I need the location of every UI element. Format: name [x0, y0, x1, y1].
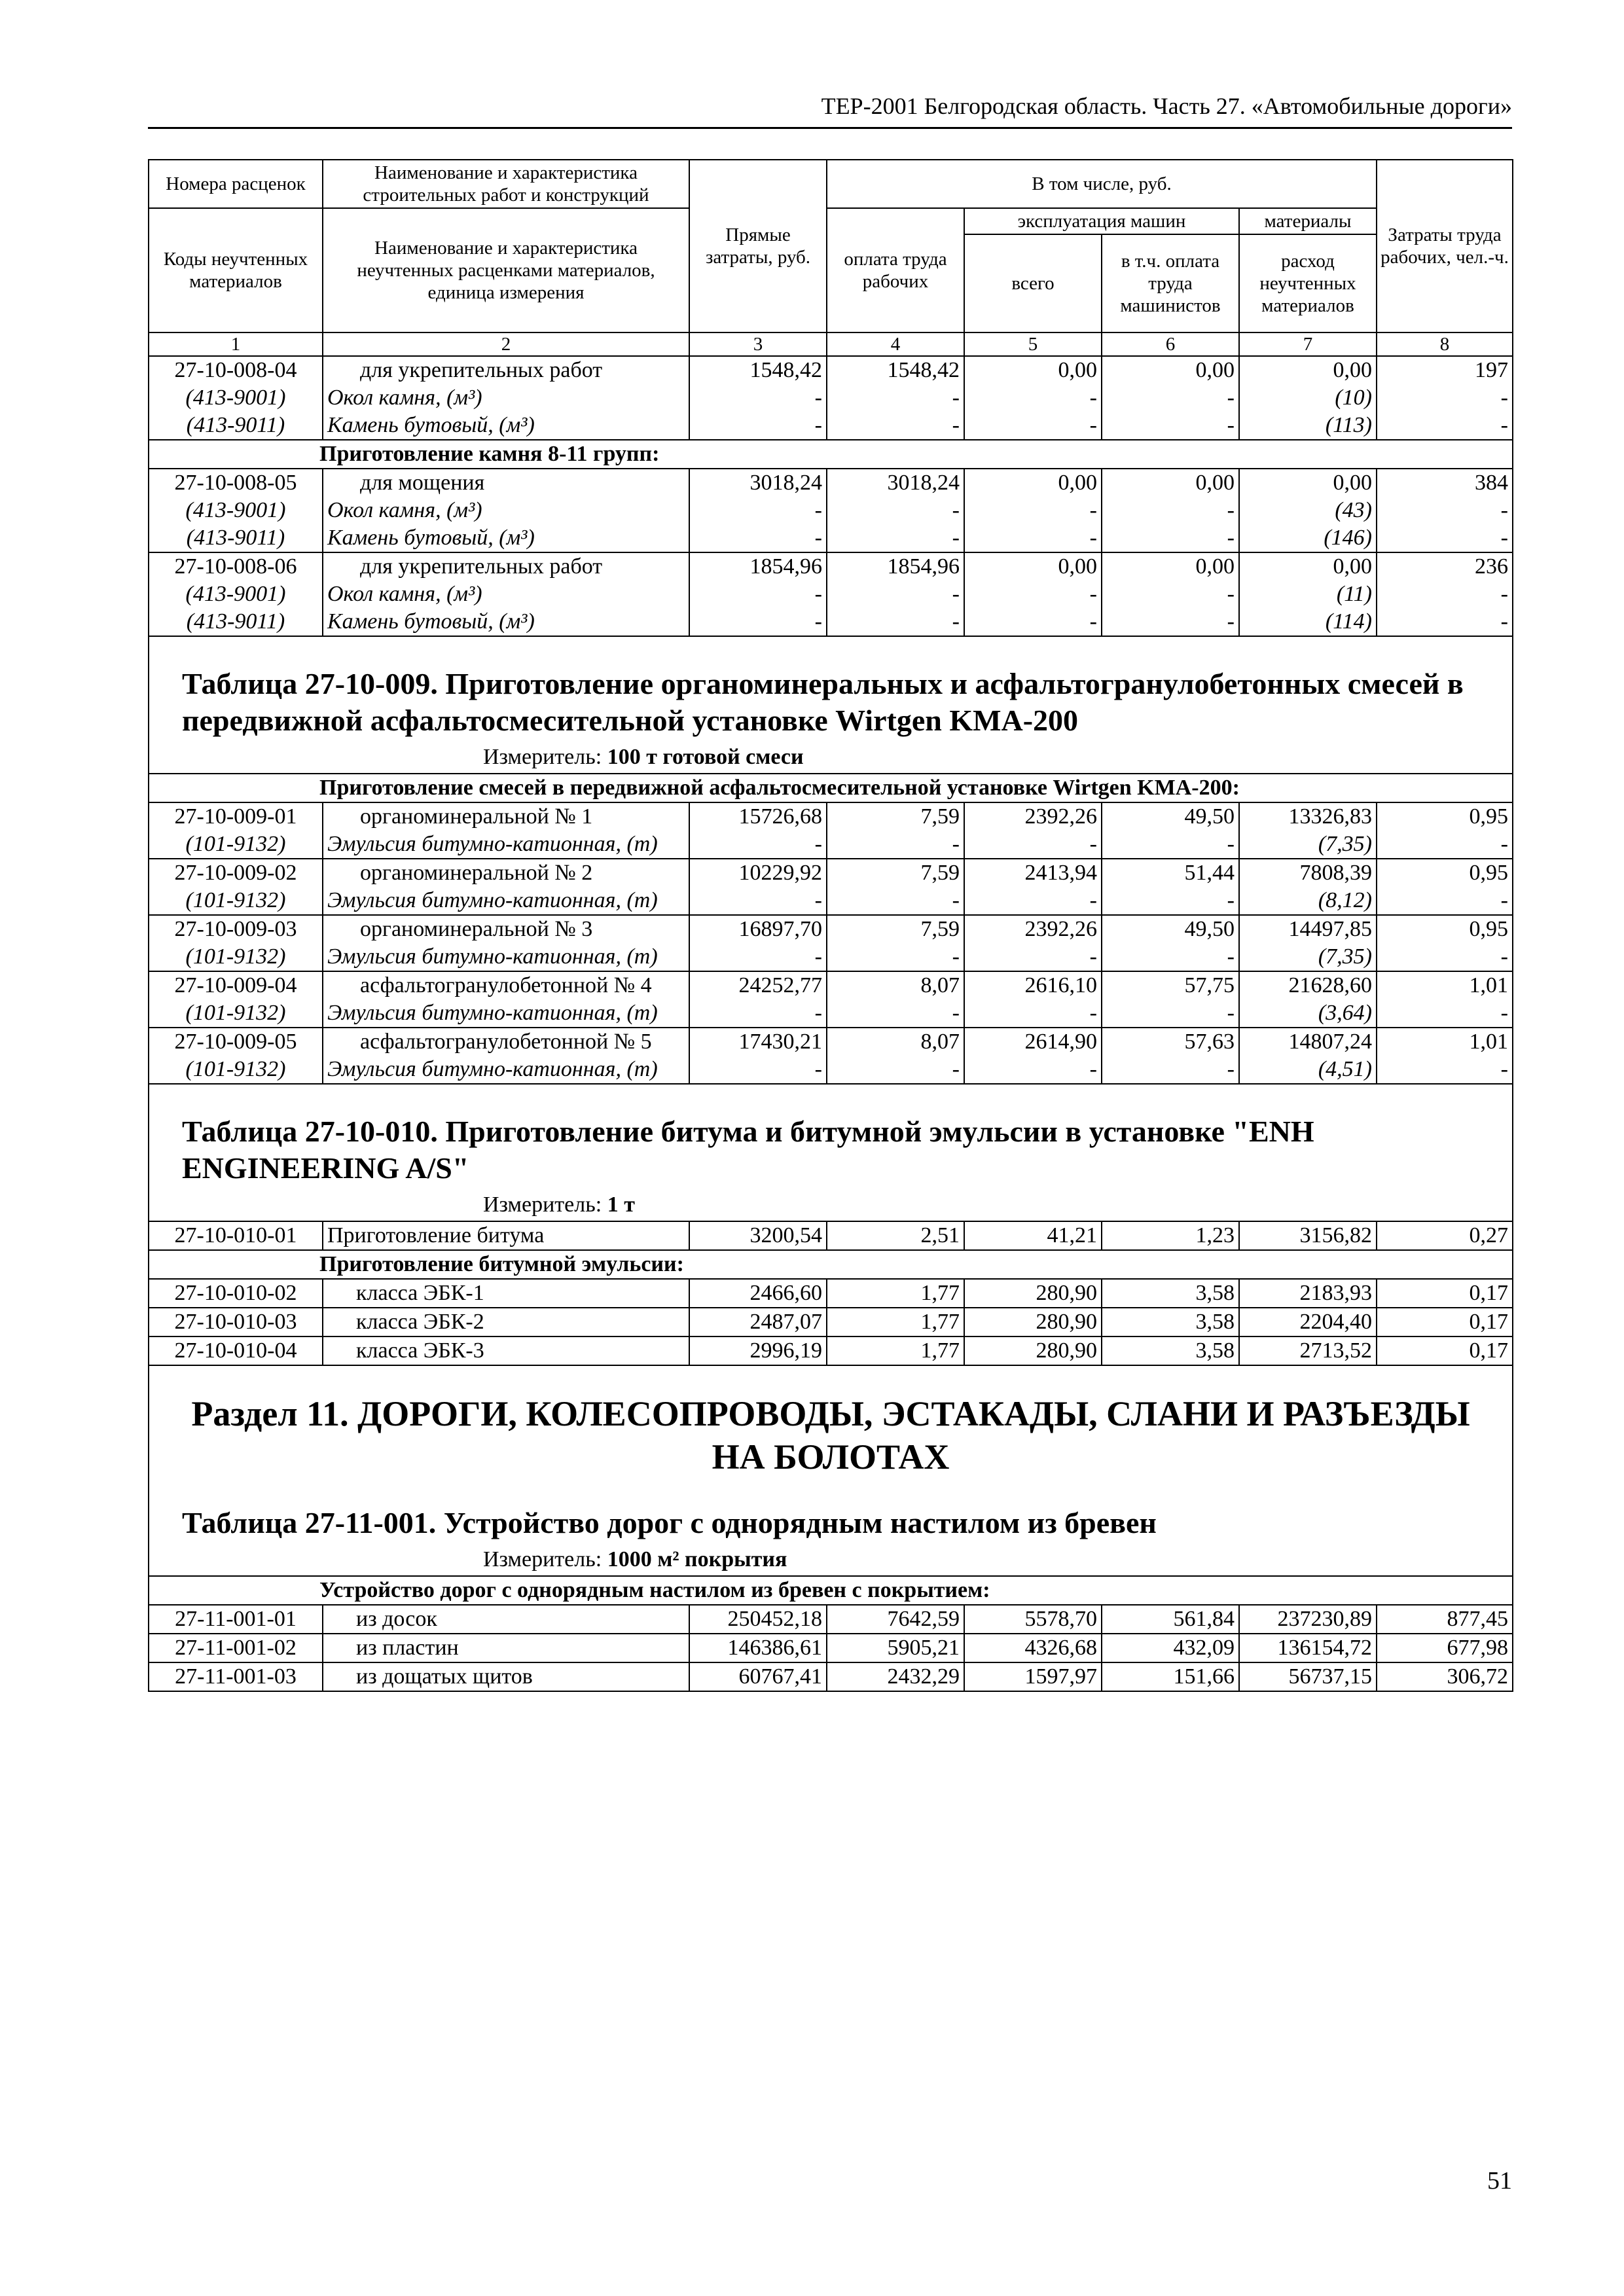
machines-total: 1597,97 — [964, 1662, 1102, 1691]
labor-costs: 0,95 - — [1377, 859, 1513, 915]
col-header-materials: материалы — [1239, 208, 1377, 234]
machinists-pay: 3,58 — [1102, 1279, 1239, 1308]
machines-total: 280,90 — [964, 1308, 1102, 1336]
group-heading: Приготовление битумной эмульсии: — [149, 1250, 1513, 1279]
rate-name: класса ЭБК-1 — [323, 1279, 689, 1308]
rate-code: 27-10-010-03 — [149, 1308, 323, 1336]
direct-costs: 10229,92 - — [689, 859, 827, 915]
rate-name: класса ЭБК-3 — [323, 1336, 689, 1365]
labor-costs: 1,01 - — [1377, 1028, 1513, 1084]
col-header-codes-bottom: Коды неучтенных материалов — [149, 208, 323, 332]
labor-pay: 1854,96 - - — [827, 552, 964, 636]
table-title-block — [149, 636, 1513, 774]
page-number: 51 — [1487, 2167, 1512, 2195]
machines-total: 2616,10 - — [964, 971, 1102, 1028]
price-table — [148, 159, 1513, 1692]
table-row — [149, 802, 1513, 859]
col-header-machines: эксплуатация машин — [964, 208, 1239, 234]
labor-pay: 8,07 - — [827, 1028, 964, 1084]
machinists-pay: 0,00 - - — [1102, 552, 1239, 636]
direct-costs: 250452,18 — [689, 1605, 827, 1634]
machines-total: 2392,26 - — [964, 915, 1102, 971]
col-number: 6 — [1102, 332, 1239, 356]
labor-costs: 0,17 — [1377, 1336, 1513, 1365]
machinists-pay: 57,63 - — [1102, 1028, 1239, 1084]
rate-code: 27-10-009-02 (101-9132) — [149, 859, 323, 915]
labor-pay: 5905,21 — [827, 1634, 964, 1662]
materials: 2183,93 — [1239, 1279, 1377, 1308]
group-heading: Приготовление смесей в передвижной асфальтосмесительной установке Wirtgen KMA-200: — [149, 774, 1513, 802]
table-row — [149, 1634, 1513, 1662]
labor-costs: 384 - - — [1377, 469, 1513, 552]
table-title: Таблица 27-10-009. Приготовление органоминеральных и асфальтогранулобетонных смесей в передвижной асфальтосмесительной установке Wirtgen KMA-200 — [182, 667, 1464, 737]
measure-line: Измеритель: 1000 м² покрытия — [483, 1547, 787, 1571]
col-header-labor-costs: Затраты труда рабочих, чел.-ч. — [1377, 160, 1513, 332]
machines-total: 0,00 - - — [964, 469, 1102, 552]
labor-pay: 7642,59 — [827, 1605, 964, 1634]
group-heading: Устройство дорог с однорядным настилом из бревен с покрытием: — [149, 1576, 1513, 1605]
materials: 7808,39 (8,12) — [1239, 859, 1377, 915]
rate-name: органоминеральной № 3 Эмульсия битумно-катионная, (т) — [323, 915, 689, 971]
direct-costs: 16897,70 - — [689, 915, 827, 971]
materials: 0,00 (10) (113) — [1239, 356, 1377, 440]
group-heading: Приготовление камня 8-11 групп: — [149, 440, 1513, 469]
labor-pay: 1,77 — [827, 1279, 964, 1308]
labor-pay: 2,51 — [827, 1221, 964, 1250]
direct-costs: 3018,24 - - — [689, 469, 827, 552]
direct-costs: 2996,19 — [689, 1336, 827, 1365]
labor-pay: 1548,42 - - — [827, 356, 964, 440]
direct-costs: 24252,77 - — [689, 971, 827, 1028]
direct-costs: 17430,21 - — [689, 1028, 827, 1084]
labor-costs: 0,95 - — [1377, 915, 1513, 971]
rate-name: класса ЭБК-2 — [323, 1308, 689, 1336]
col-header-machinists-pay: в т.ч. оплата труда машинистов — [1102, 234, 1239, 332]
table-row — [149, 1279, 1513, 1308]
labor-costs: 1,01 - — [1377, 971, 1513, 1028]
labor-costs: 236 - - — [1377, 552, 1513, 636]
table-title: Таблица 27-11-001. Устройство дорог с однорядным настилом из бревен — [182, 1506, 1157, 1539]
measure-line: Измеритель: 1 т — [483, 1193, 635, 1217]
direct-costs: 3200,54 — [689, 1221, 827, 1250]
materials: 14497,85 (7,35) — [1239, 915, 1377, 971]
col-header-name-bottom: Наименование и характеристика неучтенных расценками материалов, единица измерения — [323, 208, 689, 332]
labor-pay: 3018,24 - - — [827, 469, 964, 552]
rate-name: для укрепительных работ Окол камня, (м³) Камень бутовый, (м³) — [323, 356, 689, 440]
col-header-codes-top: Номера расценок — [149, 160, 323, 208]
col-header-labor-pay: оплата труда рабочих — [827, 208, 964, 332]
col-number: 4 — [827, 332, 964, 356]
rate-name: асфальтогранулобетонной № 4 Эмульсия битумно-катионная, (т) — [323, 971, 689, 1028]
section-title-block — [149, 1365, 1513, 1576]
labor-costs: 0,27 — [1377, 1221, 1513, 1250]
direct-costs: 1548,42 - - — [689, 356, 827, 440]
materials: 21628,60 (3,64) — [1239, 971, 1377, 1028]
rate-code: 27-10-009-03 (101-9132) — [149, 915, 323, 971]
labor-pay: 1,77 — [827, 1308, 964, 1336]
machinists-pay: 0,00 - - — [1102, 356, 1239, 440]
machinists-pay: 561,84 — [1102, 1605, 1239, 1634]
col-number: 7 — [1239, 332, 1377, 356]
direct-costs: 1854,96 - - — [689, 552, 827, 636]
machines-total: 0,00 - - — [964, 356, 1102, 440]
rate-code: 27-11-001-03 — [149, 1662, 323, 1691]
table-row — [149, 1336, 1513, 1365]
machinists-pay: 151,66 — [1102, 1662, 1239, 1691]
machinists-pay: 49,50 - — [1102, 915, 1239, 971]
table-title-block — [149, 1084, 1513, 1221]
machines-total: 280,90 — [964, 1336, 1102, 1365]
labor-costs: 677,98 — [1377, 1634, 1513, 1662]
rate-code: 27-10-009-04 (101-9132) — [149, 971, 323, 1028]
rate-code: 27-11-001-01 — [149, 1605, 323, 1634]
machinists-pay: 1,23 — [1102, 1221, 1239, 1250]
table-row — [149, 469, 1513, 552]
materials: 3156,82 — [1239, 1221, 1377, 1250]
machines-total: 2614,90 - — [964, 1028, 1102, 1084]
running-header: ТЕР-2001 Белгородская область. Часть 27. «Автомобильные дороги» — [821, 93, 1512, 119]
machinists-pay: 3,58 — [1102, 1308, 1239, 1336]
rate-code: 27-10-008-04 (413-9001) (413-9011) — [149, 356, 323, 440]
table-row — [149, 859, 1513, 915]
labor-costs: 877,45 — [1377, 1605, 1513, 1634]
rate-name: асфальтогранулобетонной № 5 Эмульсия битумно-катионная, (т) — [323, 1028, 689, 1084]
table-row — [149, 552, 1513, 636]
machinists-pay: 432,09 — [1102, 1634, 1239, 1662]
machinists-pay: 0,00 - - — [1102, 469, 1239, 552]
labor-pay: 2432,29 — [827, 1662, 964, 1691]
rate-name: из пластин — [323, 1634, 689, 1662]
rate-code: 27-10-009-01 (101-9132) — [149, 802, 323, 859]
table-row — [149, 1605, 1513, 1634]
machines-total: 2392,26 - — [964, 802, 1102, 859]
table-row — [149, 1662, 1513, 1691]
rate-code: 27-10-010-01 — [149, 1221, 323, 1250]
rate-code: 27-10-008-06 (413-9001) (413-9011) — [149, 552, 323, 636]
table-title: Таблица 27-10-010. Приготовление битума и битумной эмульсии в установке "ENH ENGINEERING A/S" — [182, 1115, 1314, 1185]
direct-costs: 60767,41 — [689, 1662, 827, 1691]
materials: 237230,89 — [1239, 1605, 1377, 1634]
machines-total: 41,21 — [964, 1221, 1102, 1250]
col-number: 2 — [323, 332, 689, 356]
col-number: 3 — [689, 332, 827, 356]
materials: 2204,40 — [1239, 1308, 1377, 1336]
materials: 2713,52 — [1239, 1336, 1377, 1365]
rate-code: 27-10-008-05 (413-9001) (413-9011) — [149, 469, 323, 552]
labor-costs: 0,17 — [1377, 1279, 1513, 1308]
rate-name: из дощатых щитов — [323, 1662, 689, 1691]
rate-name: для укрепительных работ Окол камня, (м³) Камень бутовый, (м³) — [323, 552, 689, 636]
materials: 0,00 (43) (146) — [1239, 469, 1377, 552]
direct-costs: 146386,61 — [689, 1634, 827, 1662]
labor-pay: 7,59 - — [827, 915, 964, 971]
table-row — [149, 1028, 1513, 1084]
direct-costs: 15726,68 - — [689, 802, 827, 859]
machines-total: 5578,70 — [964, 1605, 1102, 1634]
labor-pay: 1,77 — [827, 1336, 964, 1365]
labor-pay: 8,07 - — [827, 971, 964, 1028]
rate-name: Приготовление битума — [323, 1221, 689, 1250]
rate-code: 27-10-010-04 — [149, 1336, 323, 1365]
materials: 14807,24 (4,51) — [1239, 1028, 1377, 1084]
materials: 136154,72 — [1239, 1634, 1377, 1662]
col-header-including: В том числе, руб. — [827, 160, 1377, 208]
machinists-pay: 3,58 — [1102, 1336, 1239, 1365]
rate-name: для мощения Окол камня, (м³) Камень бутовый, (м³) — [323, 469, 689, 552]
machinists-pay: 57,75 - — [1102, 971, 1239, 1028]
machinists-pay: 51,44 - — [1102, 859, 1239, 915]
table-row — [149, 915, 1513, 971]
rate-name: органоминеральной № 1 Эмульсия битумно-катионная, (т) — [323, 802, 689, 859]
header-rule — [148, 127, 1512, 129]
machines-total: 4326,68 — [964, 1634, 1102, 1662]
machines-total: 2413,94 - — [964, 859, 1102, 915]
materials: 13326,83 (7,35) — [1239, 802, 1377, 859]
direct-costs: 2466,60 — [689, 1279, 827, 1308]
machines-total: 280,90 — [964, 1279, 1102, 1308]
col-header-unaccounted-materials: расход неучтенных материалов — [1239, 234, 1377, 332]
labor-pay: 7,59 - — [827, 859, 964, 915]
machinists-pay: 49,50 - — [1102, 802, 1239, 859]
col-header-direct-costs: Прямые затраты, руб. — [689, 160, 827, 332]
labor-costs: 306,72 — [1377, 1662, 1513, 1691]
machines-total: 0,00 - - — [964, 552, 1102, 636]
labor-costs: 0,17 — [1377, 1308, 1513, 1336]
table-row — [149, 1308, 1513, 1336]
col-number: 8 — [1377, 332, 1513, 356]
rate-code: 27-10-010-02 — [149, 1279, 323, 1308]
labor-costs: 197 - - — [1377, 356, 1513, 440]
rate-name: из досок — [323, 1605, 689, 1634]
col-number: 5 — [964, 332, 1102, 356]
measure-line: Измеритель: 100 т готовой смеси — [483, 745, 804, 769]
col-header-machines-total: всего — [964, 234, 1102, 332]
rate-name: органоминеральной № 2 Эмульсия битумно-катионная, (т) — [323, 859, 689, 915]
table-row — [149, 356, 1513, 440]
materials: 56737,15 — [1239, 1662, 1377, 1691]
section-title: Раздел 11. ДОРОГИ, КОЛЕСОПРОВОДЫ, ЭСТАКАДЫ, СЛАНИ И РАЗЪЕЗДЫ НА БОЛОТАХ — [191, 1394, 1470, 1477]
col-header-name-top: Наименование и характеристика строительных работ и конструкций — [323, 160, 689, 208]
rate-code: 27-10-009-05 (101-9132) — [149, 1028, 323, 1084]
table-row — [149, 1221, 1513, 1250]
col-number: 1 — [149, 332, 323, 356]
rate-code: 27-11-001-02 — [149, 1634, 323, 1662]
direct-costs: 2487,07 — [689, 1308, 827, 1336]
labor-pay: 7,59 - — [827, 802, 964, 859]
materials: 0,00 (11) (114) — [1239, 552, 1377, 636]
labor-costs: 0,95 - — [1377, 802, 1513, 859]
table-row — [149, 971, 1513, 1028]
